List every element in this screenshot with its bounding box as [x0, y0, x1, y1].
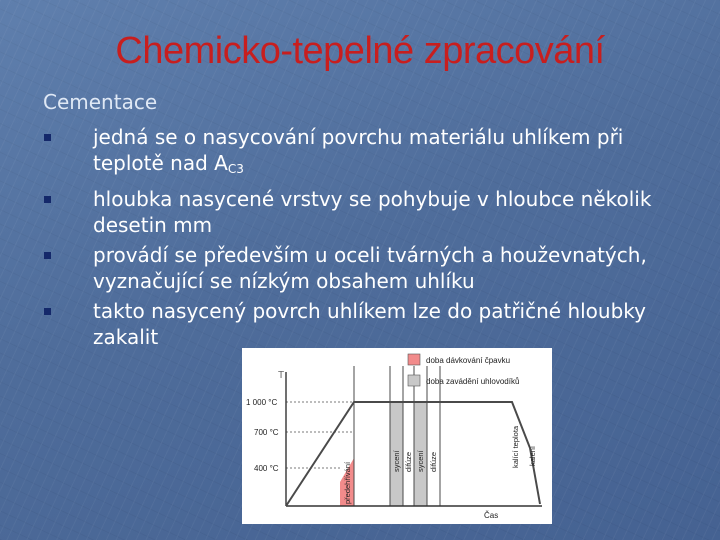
section-heading: Cementace: [43, 90, 158, 114]
stage-label-quench: kalení: [528, 445, 537, 466]
square-bullet-icon: [44, 308, 51, 315]
legend-swatch-ammonia: [408, 354, 420, 365]
legend-swatch-hydrocarbon: [408, 375, 420, 386]
slide-title: Chemicko-tepelné zpracování: [115, 30, 605, 72]
stage-label-quench-temp: kalící teplota: [511, 425, 520, 468]
temperature-label: 700 °C: [254, 428, 279, 437]
square-bullet-icon: [44, 196, 51, 203]
process-diagram: [242, 348, 552, 524]
bullet-text: hloubka nasycené vrstvy se pohybuje v hloubce několik desetin mm: [93, 187, 652, 237]
bullet-item: [44, 298, 694, 350]
bullet-subscript: C3: [227, 162, 244, 176]
stage-label: sycení: [416, 450, 425, 472]
bullet-text: provádí se především u oceli tvárných a houževnatých, vyznačující se nízkým obsahem uhlíku: [93, 243, 647, 293]
temperature-curve: [286, 402, 540, 506]
stage-label: sycení: [392, 450, 401, 472]
temperature-label: 400 °C: [254, 464, 279, 473]
square-bullet-icon: [44, 134, 51, 141]
stage-label: difúze: [429, 451, 438, 472]
temperature-label: 1 000 °C: [246, 398, 278, 407]
stage-label-preheat: předehřívání: [343, 461, 352, 504]
x-axis-label: Čas: [484, 511, 499, 520]
stage-label: difúze: [404, 451, 413, 472]
bullet-list: [44, 124, 694, 354]
legend-label-ammonia: doba dávkování čpavku: [426, 356, 511, 365]
bullet-item: [44, 124, 694, 182]
y-axis-label: T: [278, 370, 285, 381]
legend-label-hydrocarbon: doba zavádění uhlovodíků: [426, 377, 520, 386]
bullet-text: takto nasycený povrch uhlíkem lze do patřičné hloubky zakalit: [93, 299, 646, 349]
bullet-text: jedná se o nasycování povrchu materiálu uhlíkem při teplotě nad A: [93, 125, 624, 175]
bullet-item: [44, 242, 694, 294]
bullet-item: [44, 186, 694, 238]
process-diagram-svg: [242, 348, 552, 524]
square-bullet-icon: [44, 252, 51, 259]
